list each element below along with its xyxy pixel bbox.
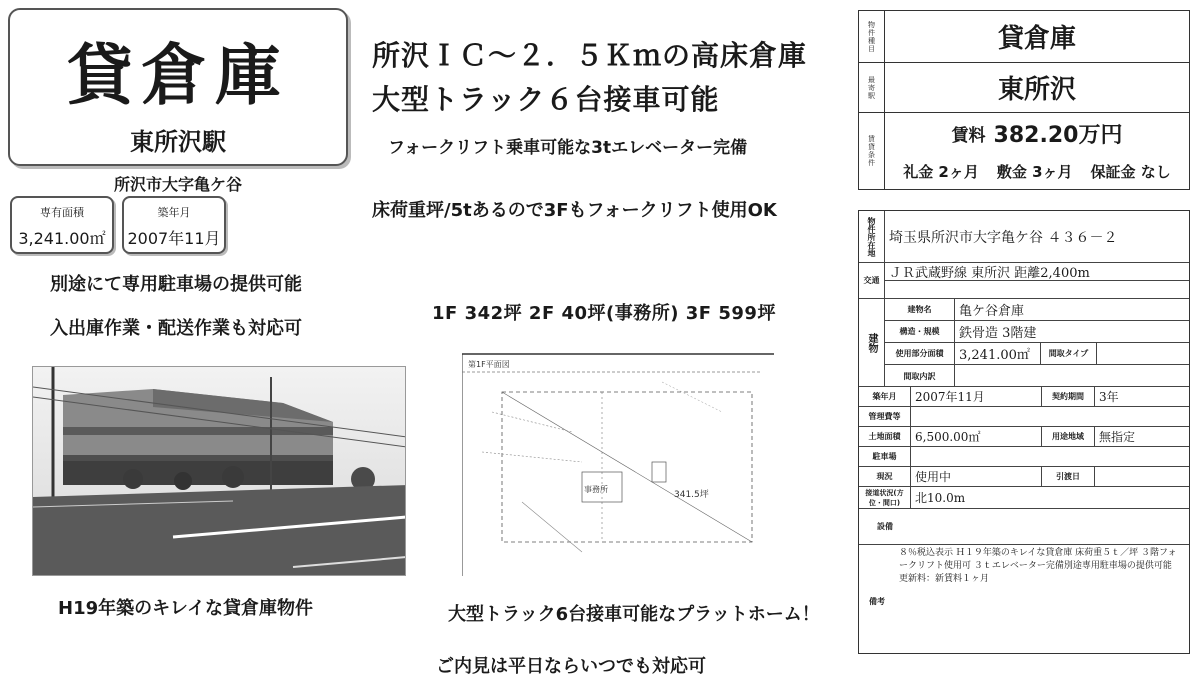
area-box <box>10 196 114 254</box>
remarks-label: 備考 <box>869 596 885 606</box>
structure-value: 鉄骨造 3階建 <box>959 326 1037 341</box>
summary-station-row <box>859 63 1189 113</box>
headline-ic: 所沢ＩＣ～２．５Ｋｍの高床倉庫 <box>372 39 808 72</box>
building-label: 建物 <box>859 299 885 386</box>
built-label: 築年月 <box>157 206 191 219</box>
row-road <box>859 487 1189 509</box>
floor-load-note: 床荷重坪/5tあるので3Fもフォークリフト使用OK <box>372 200 777 221</box>
row-usable <box>885 343 1189 365</box>
remarks-text: ８％税込表示 Ｈ１９年築のキレイな貸倉庫 床荷重５ｔ／坪 ３階フォークリフト使用可 ３ｔエレベーター完備別途専用駐車場の提供可能 更新料：新賃料１ヶ月 <box>899 548 1177 584</box>
row-built <box>859 387 1189 407</box>
deposit-line <box>885 157 1189 185</box>
status-value: 使用中 <box>915 470 952 484</box>
land-value: 6,500.00㎡ <box>915 430 981 444</box>
parking-note: 別途にて専用駐車場の提供可能 <box>50 274 302 295</box>
road-label: 接道状況(方位・間口) <box>859 487 911 508</box>
row-land <box>859 427 1189 447</box>
elevator-note: フォークリフト乗車可能な3tエレベーター完備 <box>388 138 748 158</box>
photo-caption: H19年築のキレイな貸倉庫物件 <box>58 598 314 619</box>
warehouse-photo <box>32 366 406 576</box>
built-value: 2007年11月 <box>127 229 221 248</box>
rent-label: 賃料 <box>951 125 986 146</box>
deposit: 敷金 3ヶ月 <box>996 162 1073 181</box>
row-name <box>885 299 1189 321</box>
service-note: 入出庫作業・配送作業も対応可 <box>50 318 302 339</box>
property-type-title: 貸倉庫 <box>67 37 289 114</box>
zoning-value: 無指定 <box>1099 430 1136 444</box>
summary-table <box>858 10 1190 190</box>
built-label-t2: 築年月 <box>859 387 911 406</box>
area-value: 3,241.00㎡ <box>18 229 106 248</box>
structure-label: 構造・規模 <box>885 321 955 342</box>
row-building <box>859 299 1189 387</box>
row-transport <box>859 263 1189 299</box>
plan-area-label: 341.5坪 <box>674 490 709 500</box>
summary-type-row <box>859 11 1189 63</box>
built-box <box>122 196 226 254</box>
row-parking <box>859 447 1189 467</box>
summary-cond-row <box>859 113 1189 191</box>
rent-value: 382.20万円 <box>993 122 1123 148</box>
area-label: 専有面積 <box>40 206 84 219</box>
cond-label: 賃貸条件 <box>859 113 885 189</box>
layout-label: 間取内訳 <box>885 365 955 387</box>
type-value: 貸倉庫 <box>997 24 1076 54</box>
station-label: 最寄駅 <box>859 63 885 113</box>
row-mgmt <box>859 407 1189 427</box>
title-card <box>8 8 348 166</box>
headline-truck: 大型トラック６台接車可能 <box>372 83 720 116</box>
mgmt-label: 管理費等 <box>859 407 911 426</box>
rent-line <box>885 113 1189 153</box>
road-value: 北10.0m <box>915 491 966 505</box>
station-title: 東所沢駅 <box>130 128 226 156</box>
visit-note: ご内見は平日ならいつでも対応可 <box>436 656 706 677</box>
detail-table <box>858 210 1190 654</box>
addr-label: 物件所在地 <box>859 211 885 262</box>
equip-label: 設備 <box>877 522 893 531</box>
key-money: 礼金 2ヶ月 <box>903 162 979 181</box>
zoning-label: 用途地域 <box>1041 427 1095 446</box>
floor-breakdown: 1F 342坪 2F 40坪(事務所) 3F 599坪 <box>432 303 776 324</box>
built-value-t2: 2007年11月 <box>915 390 985 404</box>
usable-label: 使用部分面積 <box>885 343 955 364</box>
row-structure <box>885 321 1189 343</box>
floor-plan <box>462 352 774 576</box>
station-value: 東所沢 <box>997 75 1076 105</box>
row-status <box>859 467 1189 487</box>
plan-title: 第1F平面図 <box>468 360 510 369</box>
contract-label: 契約期間 <box>1041 387 1095 406</box>
name-value: 亀ケ谷倉庫 <box>959 304 1025 319</box>
type-label: 物件種目 <box>859 11 885 63</box>
handover-label: 引渡日 <box>1041 467 1095 486</box>
transport-value: ＪＲ武蔵野線 東所沢 距離2,400m <box>885 263 1189 281</box>
usable-value: 3,241.00㎡ <box>955 343 1041 364</box>
row-equipment <box>859 509 1189 545</box>
name-label: 建物名 <box>885 299 955 320</box>
platform-note: 大型トラック6台接車可能なプラットホーム！ <box>448 604 820 625</box>
addr-value: 埼玉県所沢市大字亀ケ谷 ４３６－２ <box>889 229 1118 246</box>
contract-value: 3年 <box>1099 390 1119 404</box>
address-short: 所沢市大字亀ケ谷 <box>113 175 242 194</box>
transport-label: 交通 <box>859 263 885 298</box>
layout-type-label: 間取タイプ <box>1041 343 1097 364</box>
guarantee: 保証金 なし <box>1090 162 1171 181</box>
status-label: 現況 <box>859 467 911 486</box>
row-address <box>859 211 1189 263</box>
land-label: 土地面積 <box>859 427 911 446</box>
parking-label: 駐車場 <box>859 447 911 466</box>
row-layout <box>885 365 1189 387</box>
plan-office-label: 事務所 <box>584 485 608 494</box>
